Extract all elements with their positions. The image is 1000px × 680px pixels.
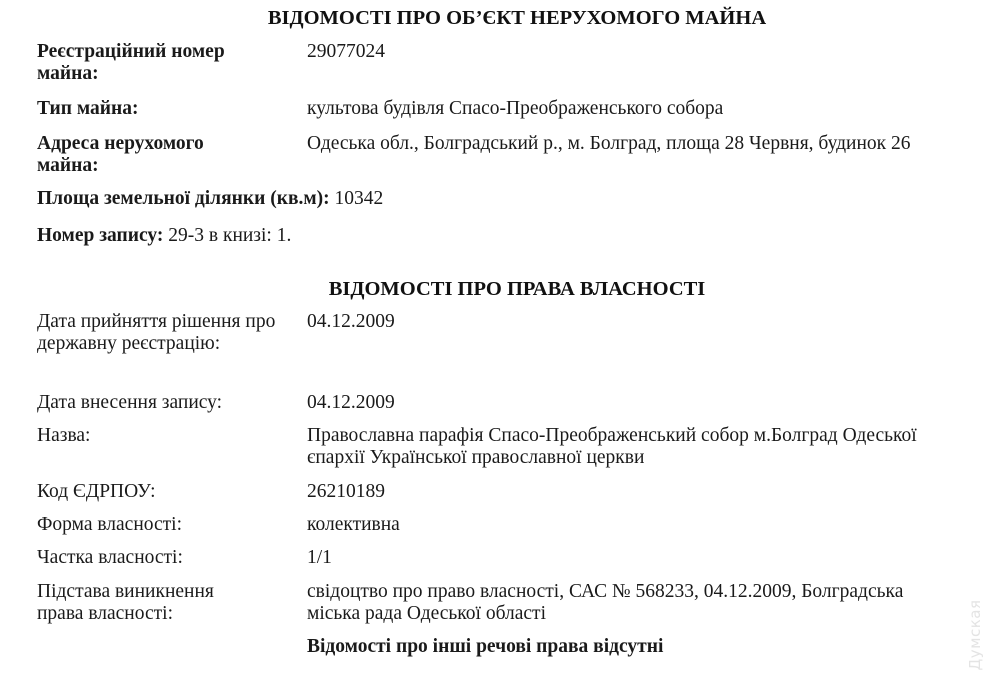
watermark-logo: Думская [966,599,984,671]
field-label: Тип майна: [37,98,139,119]
field-label: Код ЄДРПОУ: [37,481,156,502]
field-value: Одеська обл., Болградський р., м. Болград, площа 28 Червня, будинок 26 [307,133,911,154]
field-value: 04.12.2009 [307,311,395,332]
field-value: 29077024 [307,41,385,62]
field-value: 1/1 [307,547,332,568]
field-label: Площа земельної ділянки (кв.м): [37,188,330,209]
field-label: Дата внесення запису: [37,392,223,413]
field-label: Дата прийняття рішення про державну реєстрацію: [37,311,276,354]
field-record-number [37,225,291,247]
field-label: Форма власності: [37,514,183,535]
field-label: Реєстраційний номер майна: [37,41,225,84]
field-label: Частка власності: [37,547,183,568]
field-value: 10342 [334,188,384,209]
field-label: Адреса нерухомого майна: [37,133,204,176]
field-land-area [37,188,383,210]
field-value: Православна парафія Спасо-Преображенський собор м.Болград Одеської єпархії Української православної церкви [307,425,917,468]
field-value: колективна [307,514,400,535]
field-label: Номер запису: [37,225,164,246]
field-value: 29-3 в книзі: 1. [168,225,292,246]
section-title-property: ВІДОМОСТІ ПРО ОБ’ЄКТ НЕРУХОМОГО МАЙНА [267,7,767,29]
section-title-ownership: ВІДОМОСТІ ПРО ПРАВА ВЛАСНОСТІ [328,278,706,300]
field-value: 04.12.2009 [307,392,395,413]
field-value: свідоцтво про право власності, САС № 568233, 04.12.2009, Болградська міська рада Одеської області [307,581,904,624]
field-label: Назва: [37,425,91,446]
field-value: 26210189 [307,481,385,502]
other-rights-note: Відомості про інші речові права відсутні [307,636,664,657]
field-value: культова будівля Спасо-Преображенського собора [307,98,724,119]
field-label: Підстава виникнення права власності: [37,581,214,624]
